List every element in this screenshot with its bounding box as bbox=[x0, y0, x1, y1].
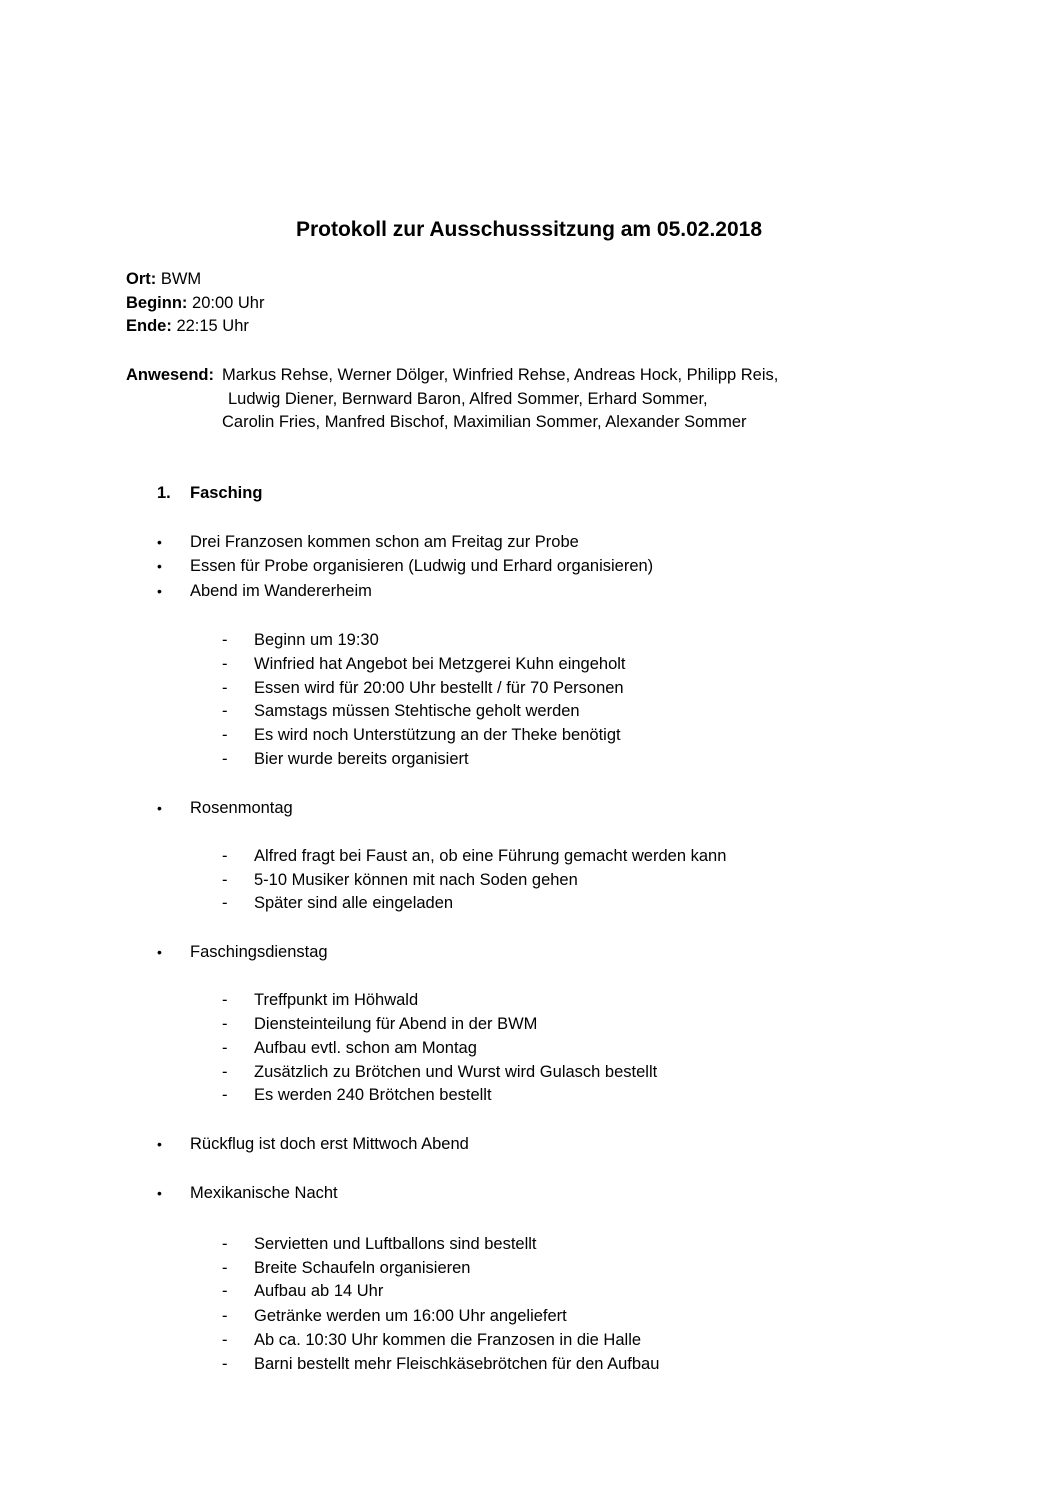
item-text: Beginn um 19:30 bbox=[254, 631, 379, 649]
item-text: Getränke werden um 16:00 Uhr angeliefert bbox=[254, 1307, 567, 1325]
dash-marker: - bbox=[222, 1282, 228, 1300]
dash-marker: - bbox=[222, 991, 228, 1009]
sub-item bbox=[222, 748, 469, 772]
bullet-marker: • bbox=[157, 583, 162, 599]
dash-marker: - bbox=[222, 631, 228, 649]
sub-item bbox=[222, 1084, 492, 1108]
bullet-item bbox=[157, 797, 293, 821]
sub-item bbox=[222, 1013, 537, 1037]
item-text: Es wird noch Unterstützung an der Theke benötigt bbox=[254, 726, 621, 744]
item-text: Aufbau evtl. schon am Montag bbox=[254, 1039, 477, 1057]
meta-location: Ort: BWM bbox=[126, 270, 202, 288]
sub-item bbox=[222, 989, 418, 1013]
bullet-item bbox=[157, 941, 328, 965]
bullet-marker: • bbox=[157, 1136, 162, 1152]
dash-marker: - bbox=[222, 894, 228, 912]
item-text: Später sind alle eingeladen bbox=[254, 894, 454, 912]
attendees-names bbox=[222, 364, 942, 435]
item-text: Ab ca. 10:30 Uhr kommen die Franzosen in die Halle bbox=[254, 1331, 642, 1349]
item-text: Rückflug ist doch erst Mittwoch Abend bbox=[190, 1135, 469, 1153]
sub-item bbox=[222, 1353, 659, 1377]
dash-marker: - bbox=[222, 1355, 228, 1373]
item-text: Alfred fragt bei Faust an, ob eine Führung gemacht werden kann bbox=[254, 847, 727, 865]
dash-marker: - bbox=[222, 1015, 228, 1033]
meta-start: Beginn: 20:00 Uhr bbox=[126, 293, 265, 312]
sub-item bbox=[222, 1233, 537, 1257]
dash-marker: - bbox=[222, 1331, 228, 1349]
bullet-marker: • bbox=[157, 800, 162, 816]
sub-item bbox=[222, 845, 726, 869]
sub-item bbox=[222, 1329, 641, 1353]
meta-end: Ende: 22:15 Uhr bbox=[126, 317, 249, 335]
section-number: 1. bbox=[157, 484, 171, 502]
item-text: Diensteinteilung für Abend in der BWM bbox=[254, 1015, 538, 1033]
dash-marker: - bbox=[222, 1259, 228, 1277]
item-text: Zusätzlich zu Brötchen und Wurst wird Gulasch bestellt bbox=[254, 1063, 658, 1081]
bullet-marker: • bbox=[157, 944, 162, 960]
attendees-line: Markus Rehse, Werner Dölger, Winfried Rehse, Andreas Hock, Philipp Reis, bbox=[222, 366, 779, 384]
dash-marker: - bbox=[222, 1086, 228, 1104]
dash-marker: - bbox=[222, 702, 228, 720]
section-title: Fasching bbox=[190, 484, 263, 502]
bullet-marker: • bbox=[157, 534, 162, 550]
dash-marker: - bbox=[222, 679, 228, 697]
item-text: Winfried hat Angebot bei Metzgerei Kuhn eingeholt bbox=[254, 655, 626, 673]
item-text: Essen für Probe organisieren (Ludwig und Erhard organisieren) bbox=[190, 557, 654, 575]
item-text: Servietten und Luftballons sind bestellt bbox=[254, 1235, 537, 1253]
dash-marker: - bbox=[222, 1063, 228, 1081]
item-text: Drei Franzosen kommen schon am Freitag zur Probe bbox=[190, 533, 579, 551]
dash-marker: - bbox=[222, 750, 228, 768]
item-text: Faschingsdienstag bbox=[190, 943, 328, 961]
sub-item bbox=[222, 629, 379, 653]
item-text: Abend im Wandererheim bbox=[190, 582, 372, 600]
sub-item bbox=[222, 724, 621, 748]
item-text: Rosenmontag bbox=[190, 799, 293, 817]
sub-item bbox=[222, 1257, 470, 1281]
item-text: Aufbau ab 14 Uhr bbox=[254, 1282, 384, 1300]
sub-item bbox=[222, 1061, 657, 1085]
dash-marker: - bbox=[222, 871, 228, 889]
sub-item bbox=[222, 700, 580, 724]
bullet-marker: • bbox=[157, 1185, 162, 1201]
dash-marker: - bbox=[222, 1039, 228, 1057]
document-title: Protokoll zur Ausschusssitzung am 05.02.2018 bbox=[295, 218, 763, 241]
item-text: Bier wurde bereits organisiert bbox=[254, 750, 469, 768]
item-text: 5-10 Musiker können mit nach Soden gehen bbox=[254, 871, 578, 889]
dash-marker: - bbox=[222, 655, 228, 673]
dash-marker: - bbox=[222, 847, 228, 865]
sub-item bbox=[222, 1280, 383, 1304]
sub-item bbox=[222, 1037, 477, 1061]
sub-item bbox=[222, 677, 624, 701]
sub-item bbox=[222, 892, 453, 916]
item-text: Essen wird für 20:00 Uhr bestellt / für 70 Personen bbox=[254, 679, 624, 697]
item-text: Mexikanische Nacht bbox=[190, 1184, 338, 1202]
attendees-line: Carolin Fries, Manfred Bischof, Maximilian Sommer, Alexander Sommer bbox=[222, 413, 747, 431]
bullet-item bbox=[157, 580, 372, 604]
bullet-item bbox=[157, 1182, 338, 1206]
sub-item bbox=[222, 653, 626, 677]
item-text: Breite Schaufeln organisieren bbox=[254, 1259, 471, 1277]
item-text: Es werden 240 Brötchen bestellt bbox=[254, 1086, 492, 1104]
bullet-marker: • bbox=[157, 558, 162, 574]
item-text: Barni bestellt mehr Fleischkäsebrötchen für den Aufbau bbox=[254, 1355, 660, 1373]
sub-item bbox=[222, 1305, 567, 1329]
section-heading bbox=[157, 482, 262, 506]
sub-item bbox=[222, 869, 578, 893]
attendees-line: Ludwig Diener, Bernward Baron, Alfred Sommer, Erhard Sommer, bbox=[228, 389, 708, 408]
item-text: Treffpunkt im Höhwald bbox=[254, 991, 419, 1009]
attendees-label: Anwesend: bbox=[126, 366, 215, 384]
bullet-item bbox=[157, 531, 579, 555]
dash-marker: - bbox=[222, 726, 228, 744]
bullet-item bbox=[157, 555, 653, 579]
bullet-item bbox=[157, 1133, 469, 1157]
meeting-meta bbox=[126, 268, 264, 339]
item-text: Samstags müssen Stehtische geholt werden bbox=[254, 702, 580, 720]
dash-marker: - bbox=[222, 1235, 228, 1253]
dash-marker: - bbox=[222, 1307, 228, 1325]
